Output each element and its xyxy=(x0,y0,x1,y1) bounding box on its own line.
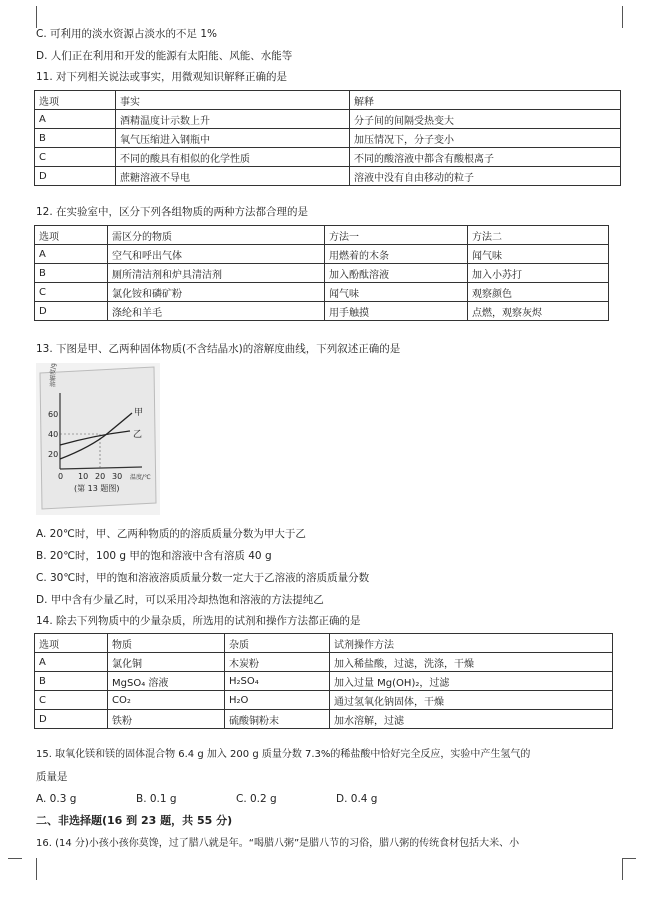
table-cell: 加水溶解，过滤 xyxy=(330,710,613,729)
table-cell: C xyxy=(35,283,108,302)
table-cell: 加压情况下，分子变小 xyxy=(350,129,621,148)
table-row xyxy=(35,167,621,186)
table-cell: 不同的酸溶液中都含有酸根离子 xyxy=(350,148,621,167)
table-cell: CO₂ xyxy=(108,691,225,710)
q15-options xyxy=(36,792,436,806)
header-cell: 方法二 xyxy=(468,226,609,245)
table-row xyxy=(35,691,613,710)
table-cell: C xyxy=(35,148,116,167)
table-cell: 铁粉 xyxy=(108,710,225,729)
header-cell: 选项 xyxy=(35,226,108,245)
table-cell: 蔗糖溶液不导电 xyxy=(116,167,350,186)
q15-option-d: D. 0.4 g xyxy=(336,793,378,805)
table-cell: 氧气压缩进入钢瓶中 xyxy=(116,129,350,148)
table-cell: C xyxy=(35,691,108,710)
q14-table xyxy=(34,633,613,729)
table-cell: H₂O xyxy=(225,691,330,710)
q15-stem-line2: 质量是 xyxy=(36,771,68,783)
table-cell: 氯化铵和磷矿粉 xyxy=(108,283,325,302)
header-cell: 事实 xyxy=(116,91,350,110)
q12-table xyxy=(34,225,609,321)
crop-mark-top-right xyxy=(622,6,637,28)
table-row xyxy=(35,129,621,148)
table-cell: 加入酚酞溶液 xyxy=(325,264,468,283)
table-cell: 观察颜色 xyxy=(468,283,609,302)
q13-option-d: D. 甲中含有少量乙时，可以采用冷却热饱和溶液的方法提纯乙 xyxy=(36,594,324,606)
option-d-prev: D. 人们正在利用和开发的能源有太阳能、风能、水能等 xyxy=(36,50,293,62)
header-cell: 选项 xyxy=(35,91,116,110)
table-cell: D xyxy=(35,302,108,321)
x-tick-label: 20 xyxy=(95,472,106,481)
q15-option-a: A. 0.3 g xyxy=(36,793,77,805)
table-cell: H₂SO₄ xyxy=(225,672,330,691)
table-cell: 加入过量 Mg(OH)₂，过滤 xyxy=(330,672,613,691)
q13-option-a: A. 20℃时，甲、乙两种物质的的溶质质量分数为甲大于乙 xyxy=(36,528,306,540)
header-cell: 物质 xyxy=(108,634,225,653)
option-c-prev: C. 可利用的淡水资源占淡水的不足 1% xyxy=(36,28,218,40)
q12-stem: 12. 在实验室中，区分下列各组物质的两种方法都合理的是 xyxy=(36,206,309,218)
table-cell: B xyxy=(35,264,108,283)
q11-table xyxy=(34,90,621,186)
y-tick-label: 20 xyxy=(48,450,59,459)
table-cell: B xyxy=(35,672,108,691)
table-cell: 氯化铜 xyxy=(108,653,225,672)
table-cell: 厕所清洁剂和炉具清洁剂 xyxy=(108,264,325,283)
x-tick-label: 0 xyxy=(58,472,64,481)
table-row xyxy=(35,302,609,321)
table-cell: 分子间的间隔受热变大 xyxy=(350,110,621,129)
header-cell: 选项 xyxy=(35,634,108,653)
table-header-row xyxy=(35,634,613,653)
crop-mark-bottom-right xyxy=(622,858,637,880)
header-cell: 杂质 xyxy=(225,634,330,653)
table-cell: A xyxy=(35,245,108,264)
q15-stem-line1: 15. 取氧化镁和镁的固体混合物 6.4 g 加入 200 g 质量分数 7.3%的稀盐酸中恰好完全反应，实验中产生氢气的 xyxy=(36,749,531,760)
crop-mark-bottom-right-h xyxy=(622,858,636,859)
table-cell: D xyxy=(35,710,108,729)
header-cell: 方法一 xyxy=(325,226,468,245)
table-cell: 加入小苏打 xyxy=(468,264,609,283)
q16-stem: 16. (14 分)小孩小孩你莫馋，过了腊八就是年。“喝腊八粥”是腊八节的习俗，腊八粥的传统食材包括大米、小 xyxy=(36,838,520,849)
section-two-heading: 二、非选择题(16 到 23 题，共 55 分) xyxy=(36,814,233,827)
table-cell: 木炭粉 xyxy=(225,653,330,672)
q13-stem: 13. 下图是甲、乙两种固体物质(不含结晶水)的溶解度曲线，下列叙述正确的是 xyxy=(36,343,401,355)
header-cell: 需区分的物质 xyxy=(108,226,325,245)
table-cell: 不同的酸具有相似的化学性质 xyxy=(116,148,350,167)
header-cell: 解释 xyxy=(350,91,621,110)
q11-stem: 11. 对下列相关说法或事实，用微观知识解释正确的是 xyxy=(36,71,288,83)
table-cell: 用燃着的木条 xyxy=(325,245,468,264)
table-cell: 硫酸铜粉末 xyxy=(225,710,330,729)
table-row xyxy=(35,283,609,302)
table-cell: 加入稀盐酸，过滤，洗涤，干燥 xyxy=(330,653,613,672)
curve-label-jia: 甲 xyxy=(134,408,144,418)
table-row xyxy=(35,148,621,167)
table-cell: 通过氢氧化钠固体，干燥 xyxy=(330,691,613,710)
header-cell: 试剂操作方法 xyxy=(330,634,613,653)
crop-mark-bottom-left xyxy=(22,858,37,880)
y-axis-label: 溶解度/g xyxy=(50,363,57,387)
x-axis-label: 温度/℃ xyxy=(130,474,151,481)
table-row xyxy=(35,264,609,283)
crop-mark-bottom-left-h xyxy=(8,858,22,859)
table-cell: 溶液中没有自由移动的粒子 xyxy=(350,167,621,186)
table-row xyxy=(35,672,613,691)
table-cell: D xyxy=(35,167,116,186)
y-tick-label: 40 xyxy=(48,430,59,439)
table-row xyxy=(35,710,613,729)
q13-option-c: C. 30℃时，甲的饱和溶液溶质质量分数一定大于乙溶液的溶质质量分数 xyxy=(36,572,370,584)
solubility-curve-figure xyxy=(36,363,160,515)
table-cell: 酒精温度计示数上升 xyxy=(116,110,350,129)
x-tick-label: 30 xyxy=(112,472,123,481)
table-cell: 点燃，观察灰烬 xyxy=(468,302,609,321)
table-header-row xyxy=(35,226,609,245)
x-tick-label: 10 xyxy=(78,472,89,481)
table-cell: A xyxy=(35,653,108,672)
q13-option-b: B. 20℃时，100 g 甲的饱和溶液中含有溶质 40 g xyxy=(36,550,272,562)
table-row xyxy=(35,245,609,264)
table-cell: MgSO₄ 溶液 xyxy=(108,672,225,691)
crop-mark-top-left xyxy=(22,6,37,28)
table-cell: 闻气味 xyxy=(468,245,609,264)
curve-label-yi: 乙 xyxy=(133,430,143,440)
figure-caption: (第 13 题图) xyxy=(74,484,120,493)
q15-option-c: C. 0.2 g xyxy=(236,793,277,805)
q15-option-b: B. 0.1 g xyxy=(136,793,177,805)
table-cell: 空气和呼出气体 xyxy=(108,245,325,264)
table-cell: 闻气味 xyxy=(325,283,468,302)
table-row xyxy=(35,653,613,672)
table-cell: 用手触摸 xyxy=(325,302,468,321)
y-tick-label: 60 xyxy=(48,410,59,419)
table-cell: 涤纶和羊毛 xyxy=(108,302,325,321)
table-cell: A xyxy=(35,110,116,129)
table-row xyxy=(35,110,621,129)
table-header-row xyxy=(35,91,621,110)
table-cell: B xyxy=(35,129,116,148)
q14-stem: 14. 除去下列物质中的少量杂质，所选用的试剂和操作方法都正确的是 xyxy=(36,615,361,627)
